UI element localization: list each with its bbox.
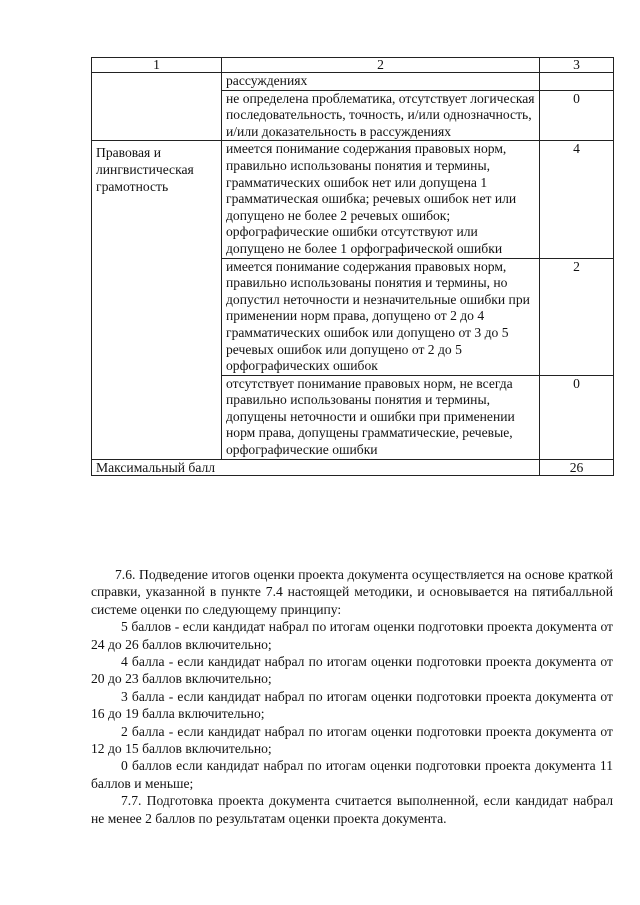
header-col-2: 2 [222,58,540,73]
grade-3-item: 3 балла - если кандидат набрал по итогам оценки подготовки проекта документа от 16 до 19 балла включительно; [91,688,613,722]
body-text [91,566,613,827]
max-score-label: Максимальный балл [92,459,540,475]
criterion-cell-continued [92,73,222,141]
paragraph-7-6: 7.6. Подведение итогов оценки проекта документа осуществляется на основе краткой справки, указанной в пункте 7.4 настоящей методики, и основывается на пятибалльной системе оценки по следующему принципу: [91,567,613,617]
grade-0-item: 0 баллов если кандидат набрал по итогам оценки подготовки проекта документа 11 баллов и меньше; [91,758,613,791]
score-cell: 4 [540,141,614,258]
description-cell: рассуждениях [222,73,540,91]
description-text: не определена проблематика, отсутствует логическая последовательность, точность, и/или однозначность, и/или доказательность в рассуждениях [226,90,535,139]
table-row [92,141,614,258]
max-score-row [92,459,614,475]
table-header-row [92,58,614,73]
table-row [92,73,614,91]
description-text: имеется понимание содержания правовых норм, правильно использованы понятия и термины, но допустил неточности и незначительные ошибки при применении норм права, допущено от 2 до 4 грамматических ошибок или допущено от 3 до 5 речевых ошибок или допущено от 2 до 5 орфографических ошибок [226,258,530,374]
grade-5-item: 5 баллов - если кандидат набрал по итогам оценки подготовки проекта документа от 24 до 26 баллов включительно; [91,619,613,652]
max-score-value: 26 [540,459,614,475]
score-cell: 2 [540,258,614,375]
score-cell: 0 [540,375,614,459]
description-text: имеется понимание содержания правовых норм, правильно использованы понятия и термины, грамматических ошибок нет или допущена 1 грамматическая ошибка; речевых ошибок нет или допущено не более 2 речевых ошибок; орфографические ошибки отсутствуют или допущено не более 1 орфографической ошибки [226,141,517,256]
header-col-3: 3 [540,58,614,73]
description-cell [222,375,540,459]
header-col-1: 1 [92,58,222,73]
description-cell [222,258,540,375]
description-cell [222,90,540,141]
paragraph-7-7: 7.7. Подготовка проекта документа считается выполненной, если кандидат набрал не менее 2 баллов по результатам оценки проекта документа. [91,793,613,826]
score-cell: 0 [540,90,614,141]
score-cell [540,73,614,91]
criterion-cell: Правовая и лингвистическая грамотность [92,141,222,459]
grade-4-item: 4 балла - если кандидат набрал по итогам оценки подготовки проекта документа от 20 до 23 баллов включительно; [91,654,613,687]
criteria-table [91,57,614,476]
grade-2-item: 2 балла - если кандидат набрал по итогам оценки подготовки проекта документа от 12 до 15 баллов включительно; [91,723,613,757]
description-text: отсутствует понимание правовых норм, не всегда правильно использованы понятия и термины, допущены неточности и ошибки при применении норм права, допущены грамматические, речевые, орфографические ошибки [226,375,515,458]
description-cell [222,141,540,258]
